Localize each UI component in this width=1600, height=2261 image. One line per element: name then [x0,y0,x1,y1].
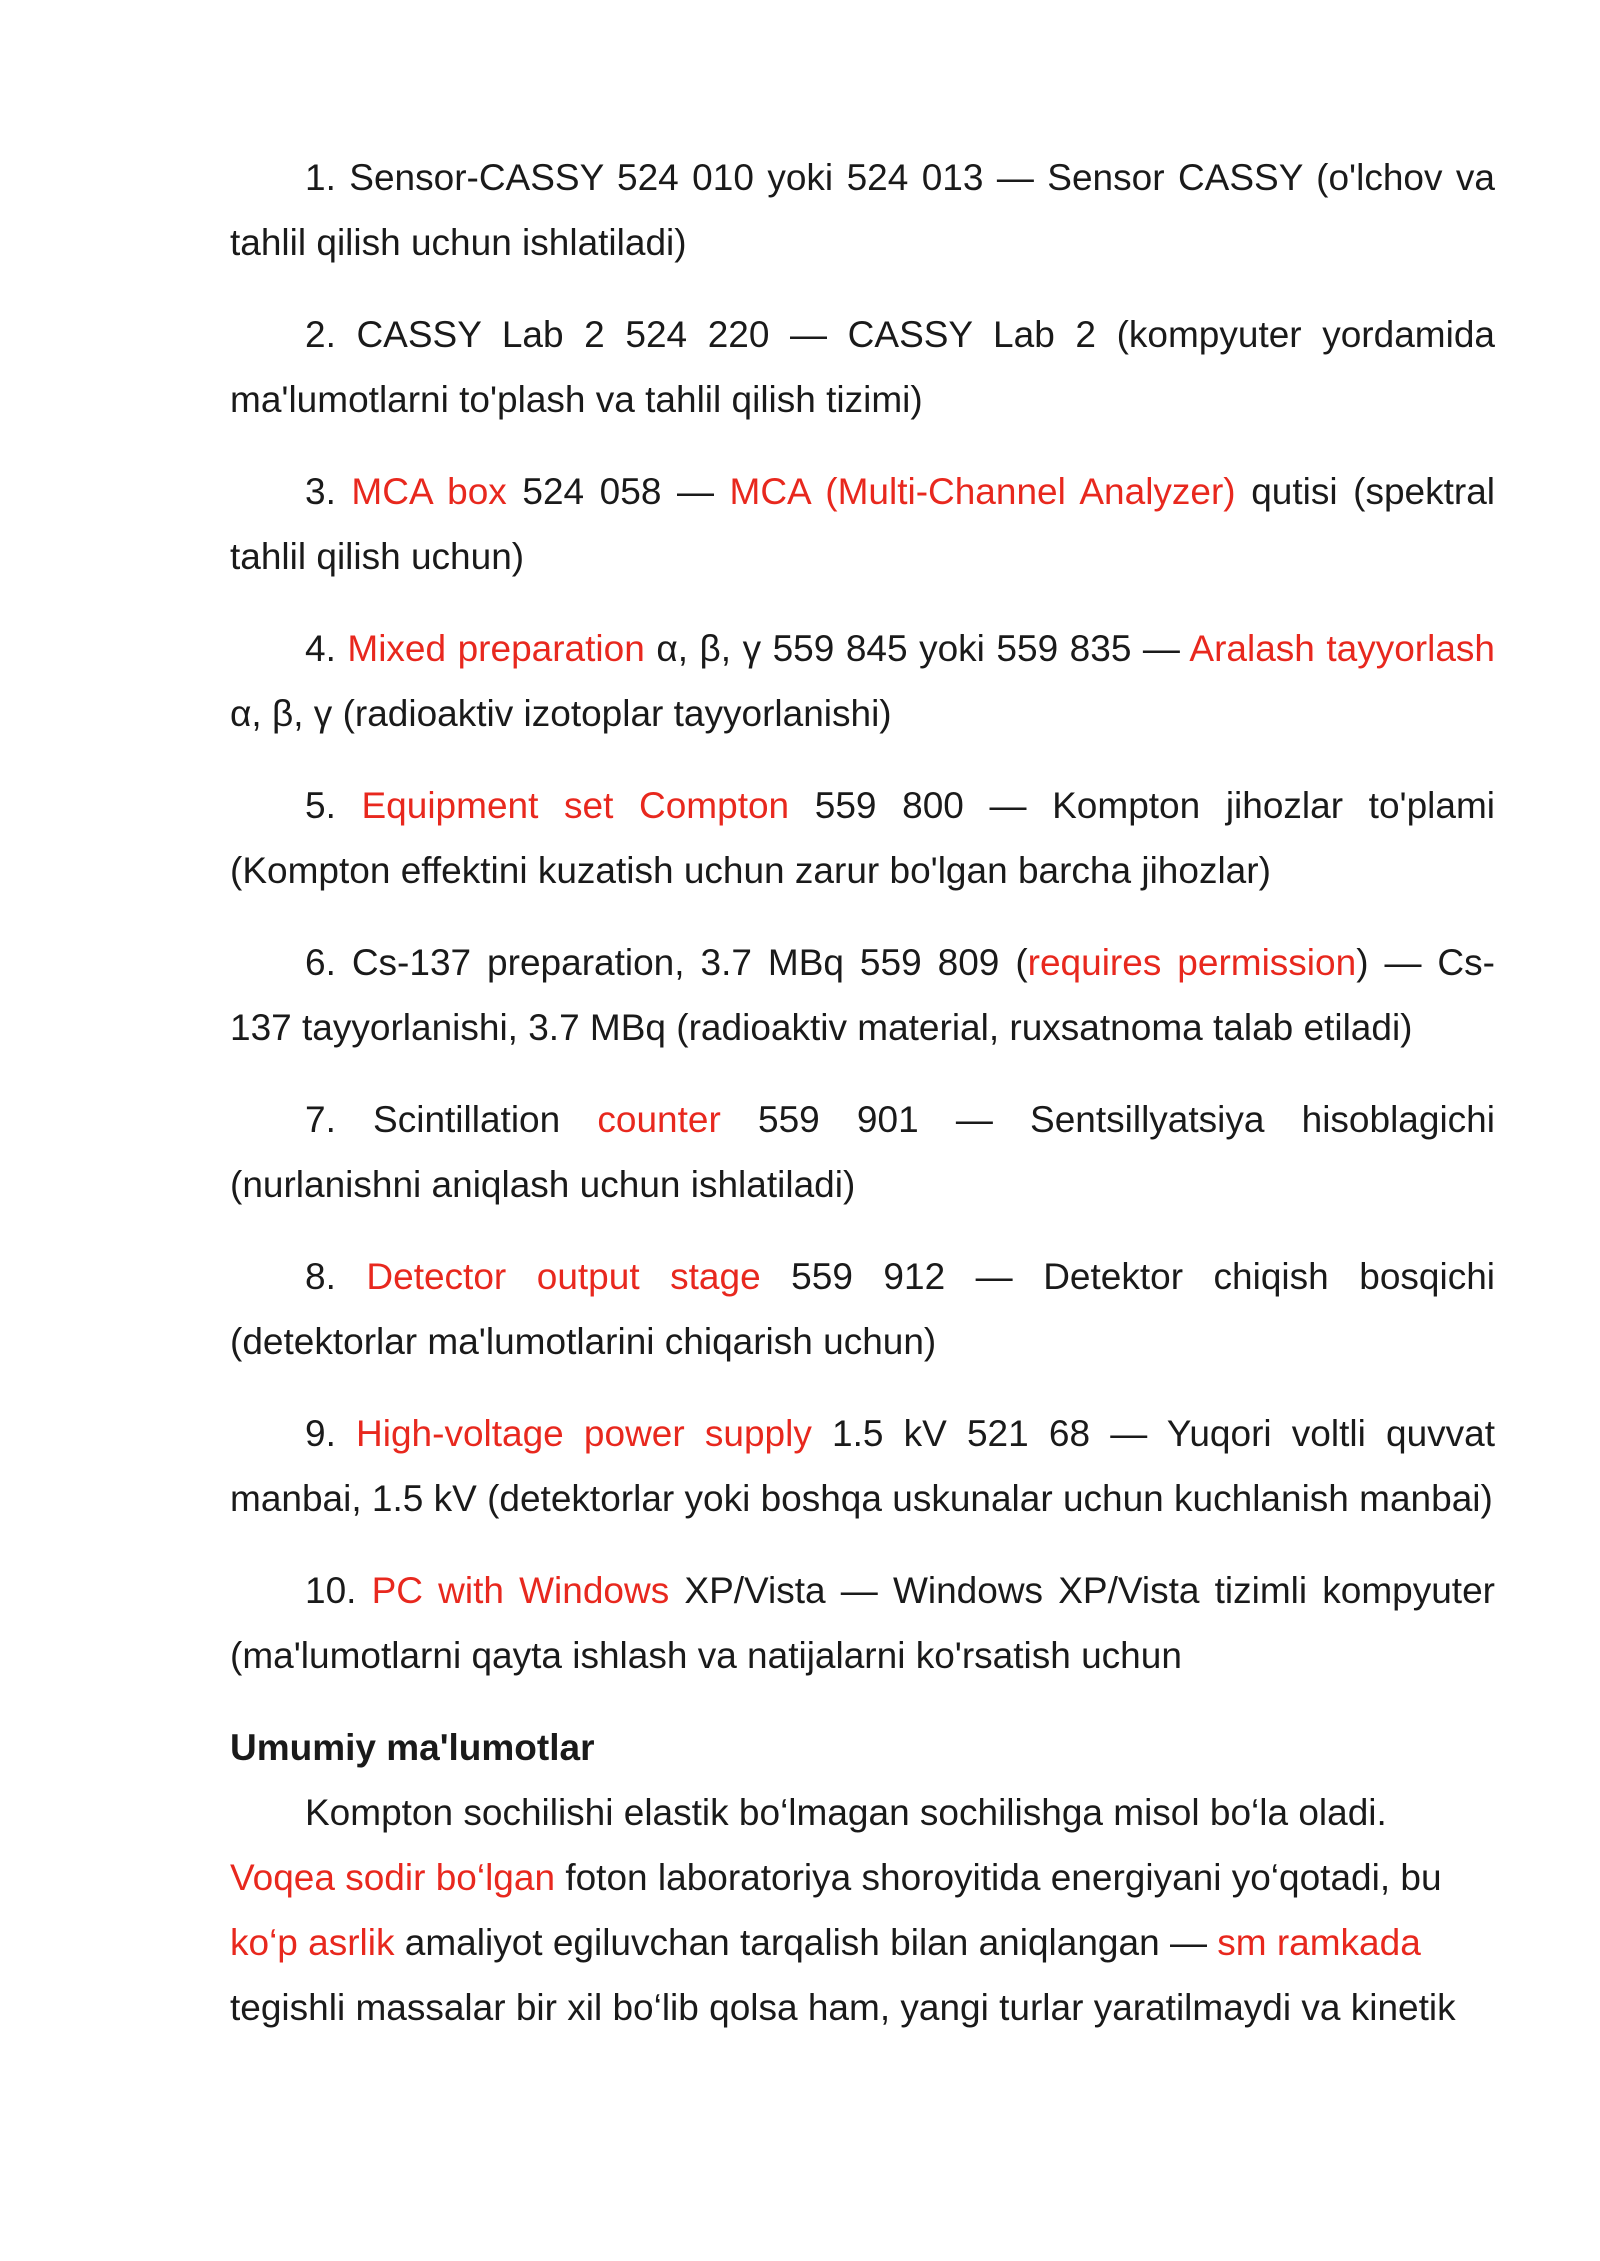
highlighted-term: MCA (Multi-Channel Analyzer) [729,471,1236,512]
highlighted-term: PC with Windows [371,1570,670,1611]
list-item [230,1087,1495,1217]
list-item [230,773,1495,903]
highlighted-term: High-voltage power supply [356,1413,812,1454]
list-item [230,302,1495,432]
item-text-segment: 3. [305,471,352,512]
item-text-segment: 1.5 kV 521 68 — Yuqori voltli quvvat manbai, 1.5 kV (detektorlar yoki boshqa uskunalar uchun kuchlanish manbai) [230,1413,1496,1519]
highlighted-term: Equipment set Compton [361,785,790,826]
highlighted-term: MCA box [351,471,507,512]
list-item [230,145,1495,275]
paragraph-text-segment: amaliyot egiluvchan tarqalish bilan aniqlangan — [394,1922,1218,1963]
item-text-segment: 559 800 — Kompton jihozlar to'plami (Kompton effektini kuzatish uchun zarur bo'lgan barcha jihozlar) [230,785,1496,891]
highlighted-term: counter [597,1099,721,1140]
paragraph-text-segment: foton laboratoriya shoroyitida energiyani yo‘qotadi, bu [555,1857,1442,1898]
item-text-segment: 4. [305,628,348,669]
highlighted-phrase: ko‘p asrlik [230,1922,395,1963]
item-text-segment: 2. CASSY Lab 2 524 220 — CASSY Lab 2 (kompyuter yordamida ma'lumotlarni to'plash va tahlil qilish tizimi) [230,314,1495,420]
paragraph-text-segment: tegishli massalar bir xil bo‘lib qolsa ham, yangi turlar yaratilmaydi va kinetik [230,1987,1456,2028]
equipment-list [230,145,1495,1688]
item-text-segment: 524 058 — [506,471,730,512]
item-text-segment: 9. [305,1413,357,1454]
item-text-segment: 559 901 — Sentsillyatsiya hisoblagichi (nurlanishni aniqlash uchun ishlatiladi) [230,1099,1495,1205]
item-text-segment: 7. Scintillation [305,1099,598,1140]
highlighted-term: Mixed preparation [347,628,645,669]
paragraph-text-segment: Kompton sochilishi elastik bo‘lmagan sochilishga misol bo‘la oladi. [305,1792,1387,1833]
highlighted-term: Aralash tayyorlash [1189,628,1496,669]
item-text-segment: XP/Vista — Windows XP/Vista tizimli kompyuter (ma'lumotlarni qayta ishlash va natijalarni ko'rsatish uchun [230,1570,1495,1676]
list-item [230,459,1495,589]
document-content [230,145,1495,2040]
item-text-segment: α, β, γ 559 845 yoki 559 835 — [644,628,1190,669]
list-item [230,1244,1495,1374]
item-text-segment: ) — Cs-137 tayyorlanishi, 3.7 MBq (radioaktiv material, ruxsatnoma talab etiladi) [230,942,1495,1048]
item-text-segment: 5. [305,785,362,826]
list-item [230,1558,1495,1688]
item-text-segment: 8. [305,1256,367,1297]
list-item [230,1401,1495,1531]
item-text-segment: 559 912 — Detektor chiqish bosqichi (detektorlar ma'lumotlarini chiqarish uchun) [230,1256,1496,1362]
item-text-segment: 10. [305,1570,372,1611]
list-item [230,616,1495,746]
highlighted-term: Detector output stage [366,1256,761,1297]
highlighted-phrase: Voqea sodir bo‘lgan [230,1857,556,1898]
item-text-segment: α, β, γ (radioaktiv izotoplar tayyorlanishi) [230,693,892,734]
list-item [230,930,1495,1060]
section-paragraph [230,1780,1495,2040]
highlighted-phrase: sm ramkada [1217,1922,1421,1963]
item-text-segment: 1. Sensor-CASSY 524 010 yoki 524 013 — Sensor CASSY (o'lchov va tahlil qilish uchun ishlatiladi) [230,157,1495,263]
highlighted-term: requires permission [1027,942,1357,983]
item-text-segment: 6. Cs-137 preparation, 3.7 MBq 559 809 ( [305,942,1028,983]
section-heading: Umumiy ma'lumotlar [230,1727,595,1768]
item-text-segment: qutisi (spektral tahlil qilish uchun) [230,471,1496,577]
